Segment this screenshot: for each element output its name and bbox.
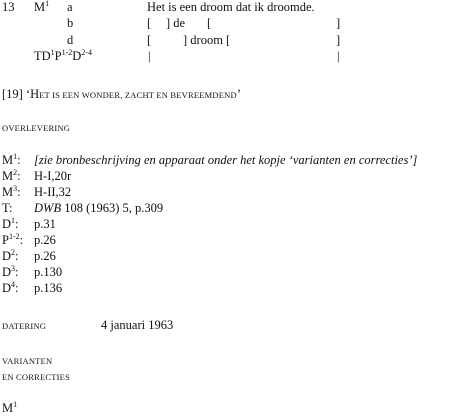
section-label-overlevering: OVERLEVERING	[2, 123, 71, 133]
bracket-open: [	[147, 16, 152, 30]
variant-letter-d: d	[67, 33, 74, 47]
source-value: p.31	[34, 217, 56, 231]
bracket-open: [	[147, 33, 152, 47]
source-row: T:	[2, 201, 13, 215]
variant-letter-a: a	[67, 0, 73, 14]
source-value: [zie bronbeschrijving en apparaat onder het kopje ‘varianten en correcties’]	[34, 153, 418, 167]
source-row: $D^1$:	[2, 216, 19, 231]
source-value: H-I,20r	[34, 169, 72, 183]
td-sigla: $TD^1P^{1-2}D^{2-4}$	[34, 48, 92, 63]
source-value: DWB 108 (1963) 5, p.309	[34, 201, 164, 215]
datering-value: 4 januari 1963	[101, 318, 174, 332]
bar-left: |	[148, 49, 151, 63]
poem-number: [19]	[2, 87, 23, 101]
variant-text-a: Het is een droom dat ik droomde.	[147, 0, 315, 14]
bracket-open: [	[207, 16, 212, 30]
main-siglum: $M^1$	[34, 0, 50, 14]
source-value: H-II,32	[34, 185, 72, 199]
bracket-close: ]	[336, 16, 341, 30]
variant-text-b: ] de	[166, 16, 186, 30]
bar-right: |	[337, 49, 340, 63]
footer-siglum: $M^1$	[2, 400, 18, 415]
source-row: $M^2$:	[2, 168, 21, 183]
poem-title: ET IS EEN WONDER, ZACHT EN BEVREEMDEND	[39, 90, 237, 100]
source-row: $D^4$:	[2, 280, 19, 295]
source-value: p.136	[34, 281, 63, 295]
source-row: $M^1$:	[2, 152, 21, 167]
source-value: p.130	[34, 265, 63, 279]
source-row: $D^3$:	[2, 264, 19, 279]
line-number: 13	[2, 0, 15, 14]
source-row: $M^3$:	[2, 184, 21, 199]
poem-heading: [19] ‘HET IS EEN WONDER, ZACHT EN BEVREEMDEND’	[2, 87, 241, 101]
source-value: p.26	[34, 249, 56, 263]
bracket-close: ]	[336, 33, 341, 47]
source-row: $D^2$:	[2, 248, 19, 263]
section-label-varianten: VARIANTEN	[2, 356, 53, 366]
source-value: p.26	[34, 233, 56, 247]
source-row: $P^{1-2}$:	[2, 232, 24, 247]
variant-letter-b: b	[67, 16, 74, 30]
variant-text-d: ] droom [	[183, 33, 231, 47]
section-label-datering: DATERING	[2, 321, 47, 331]
section-label-correcties: EN CORRECTIES	[2, 372, 71, 382]
